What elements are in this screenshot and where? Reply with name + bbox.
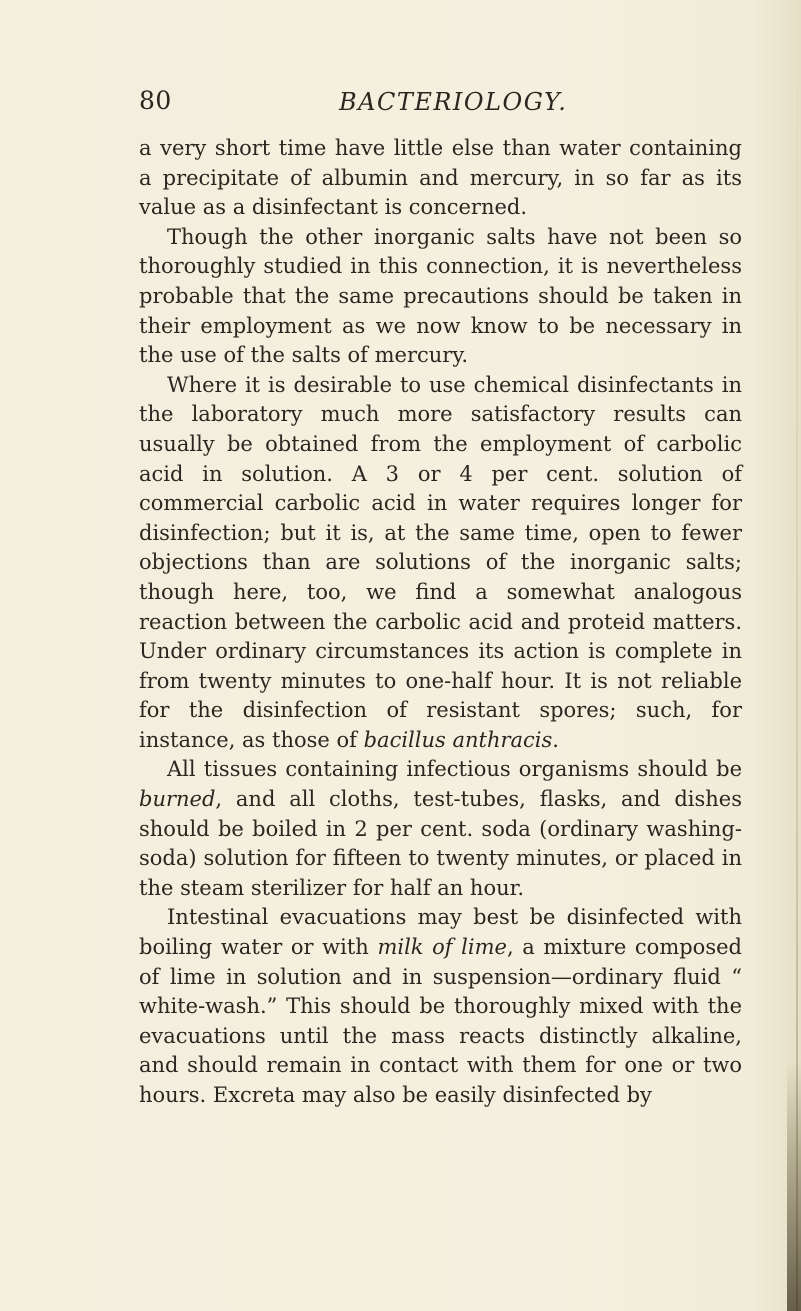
paragraph-4-after: , and all cloths, test-tubes, flasks, and dishes should be boiled in 2 per cent. soda (ordinary washing-soda) solution for fifteen to twenty minutes, or placed in the steam sterilizer for half an hour. (139, 787, 742, 900)
paragraph-4-before: All tissues containing infectious organisms should be (167, 757, 742, 782)
page-corner-shadow (787, 1060, 801, 1311)
paragraph-3 (139, 371, 742, 756)
paragraph-1 (139, 134, 742, 223)
paragraph-3-text: Where it is desirable to use chemical disinfectants in the laboratory much more satisfactory results can usually be obtained from the employment of carbolic acid in solution. A 3 or 4 per cent. solution of commercial carbolic acid in water requires longer for disinfection; but it is, at the same time, open to fewer objections than are solutions of the inorganic salts; though here, too, we find a somewhat analogous reaction between the carbolic acid and proteid matters. Under ordinary circumstances its action is complete in from twenty minutes to one-half hour. It is not reliable for the disinfection of resistant spores; such, for instance, as those of (139, 372, 742, 752)
paragraph-5 (139, 903, 742, 1110)
paragraph-5-before: Intestinal evacuations may best be disinfected with boiling water or with (139, 905, 742, 960)
paragraph-5-after: , a mixture composed of lime in solution and in suspension—ordinary fluid “ white-wash.” This should be thoroughly mixed with the evacuations until the mass reacts distinctly alkaline, and should remain in contact with them for one or two hours. Excreta may also be easily disinfected by (139, 935, 742, 1107)
paragraph-2-text: Though the other inorganic salts have not been so thoroughly studied in this connection, it is nevertheless probable that the same precautions should be taken in their employment as we now know to be necessary in the use of the salts of mercury. (139, 224, 742, 368)
paragraph-3-italic: bacillus anthracis (363, 727, 553, 752)
page-number: 80 (139, 86, 172, 115)
paragraph-3-after: . (552, 727, 559, 752)
page-header (0, 86, 801, 126)
paragraph-4-italic: burned (139, 787, 216, 812)
paragraph-4 (139, 755, 742, 903)
paragraph-1-text: a very short time have little else than water containing a precipitate of albumin and mercury, in so far as its value as a disinfectant is concerned. (139, 136, 742, 220)
paragraph-2 (139, 223, 742, 371)
body-text (139, 134, 742, 1111)
running-head: BACTERIOLOGY. (339, 88, 568, 116)
paragraph-5-italic: milk of lime (377, 935, 507, 960)
